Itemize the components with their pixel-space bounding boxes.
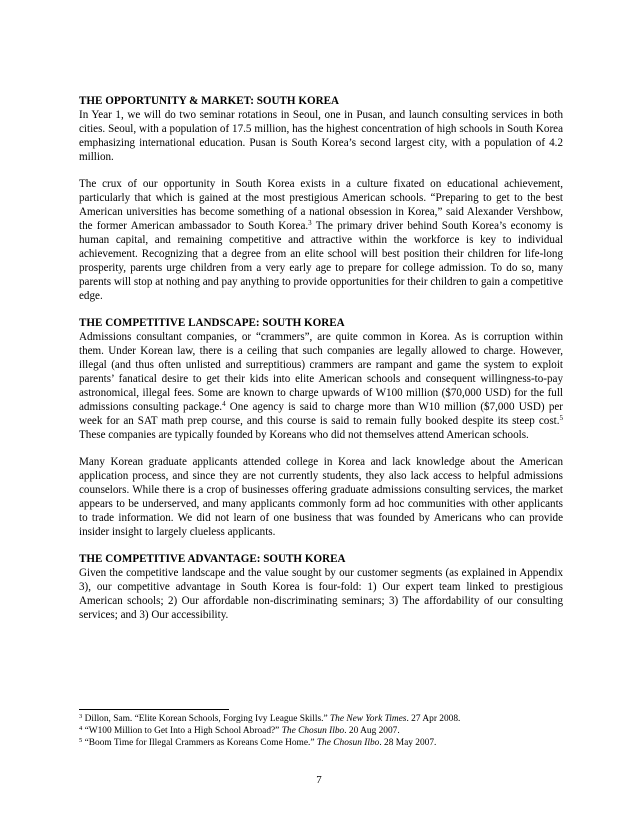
paragraph: Many Korean graduate applicants attended college in Korea and lack knowledge about the American application process, and since they are not currently students, they also lack access to helpful admissions counselors. While there is a crop of businesses offering graduate admissions consulting services, the market appears to be underserved, and many applicants commonly form ad hoc communities with other applicants to trade information. We did not learn of one business that was founded by Americans who can provide insider insight to largely clueless applicants. bbox=[79, 456, 563, 538]
footnotes bbox=[79, 713, 563, 749]
paragraph: In Year 1, we will do two seminar rotations in Seoul, one in Pusan, and launch consulting services in both cities. Seoul, with a population of 17.5 million, has the highest concentration of high schools in South Korea emphasizing international education. Pusan is South Korea’s second largest city, with a population of 4.2 million. bbox=[79, 109, 563, 163]
section-heading: THE COMPETITIVE ADVANTAGE: SOUTH KOREA bbox=[79, 553, 346, 565]
paragraph: Admissions consultant companies, or “crammers”, are quite common in Korea. As is corruption within them. Under Korean law, there is a ceiling that such companies are legally allowed to charge. However, illegal (and thus often unlisted and surreptitious) crammers are rampant and game the system to exploit parents’ fanatical desire to get their kids into elite American schools and consequent willingness-to-pay astronomical, illegal fees. Some are known to charge upwards of W100 million ($70,000 USD) for the full admissions consulting package.$^4$ One agency is said to charge more than W10 million ($7,000 USD) per week for an SAT math prep course, and this course is said to remain fully booked despite its steep cost.$^5$ These companies are typically founded by Koreans who did not themselves attend American schools. bbox=[79, 331, 563, 441]
footnote: $^3$ Dillon, Sam. “Elite Korean Schools, Forging Ivy League Skills.” The New York Times. 27 Apr 2008. bbox=[79, 713, 461, 724]
footnote-divider bbox=[79, 709, 229, 710]
footnote-ref: 5 bbox=[559, 414, 563, 422]
footnote: $^5$ “Boom Time for Illegal Crammers as Koreans Come Home.” The Chosun Ilbo. 28 May 2007. bbox=[79, 737, 437, 748]
footnote: $^4$ “W100 Million to Get Into a High School Abroad?” The Chosun Ilbo. 20 Aug 2007. bbox=[79, 725, 400, 736]
paragraph: The crux of our opportunity in South Korea exists in a culture fixated on educational achievement, particularly that which is gained at the most prestigious American schools. “Preparing to get to the best American universities has become something of a national obsession in Korea,” said Alexander Vershbow, the former American ambassador to South Korea.$^3$ The primary driver behind South Korea’s economy is human capital, and remaining competitive and attractive within the workforce is key to individual achievement. Recognizing that a degree from an elite school will best position their children for life-long prosperity, parents urge children from a very early age to prepare for college admission. To do so, many parents will stop at nothing and pay anything to provide opportunities for their children to gain a competitive edge. bbox=[79, 178, 563, 302]
section-competitive-landscape bbox=[79, 316, 563, 539]
section-opportunity bbox=[79, 94, 563, 303]
section-competitive-advantage bbox=[79, 552, 563, 622]
section-heading: THE COMPETITIVE LANDSCAPE: SOUTH KOREA bbox=[79, 317, 345, 329]
footnote-ref: 4 bbox=[222, 400, 226, 408]
paragraph: Given the competitive landscape and the value sought by our customer segments (as explained in Appendix 3), our competitive advantage in South Korea is four-fold: 1) Our expert team linked to prestigious American schools; 2) Our affordable non-discriminating seminars; 3) The affordability of our consulting services; and 3) Our accessibility. bbox=[79, 567, 563, 621]
page-body bbox=[79, 94, 563, 635]
footnote-ref: 3 bbox=[308, 219, 312, 227]
section-heading: THE OPPORTUNITY & MARKET: SOUTH KOREA bbox=[79, 95, 340, 107]
page-number: 7 bbox=[316, 774, 322, 786]
